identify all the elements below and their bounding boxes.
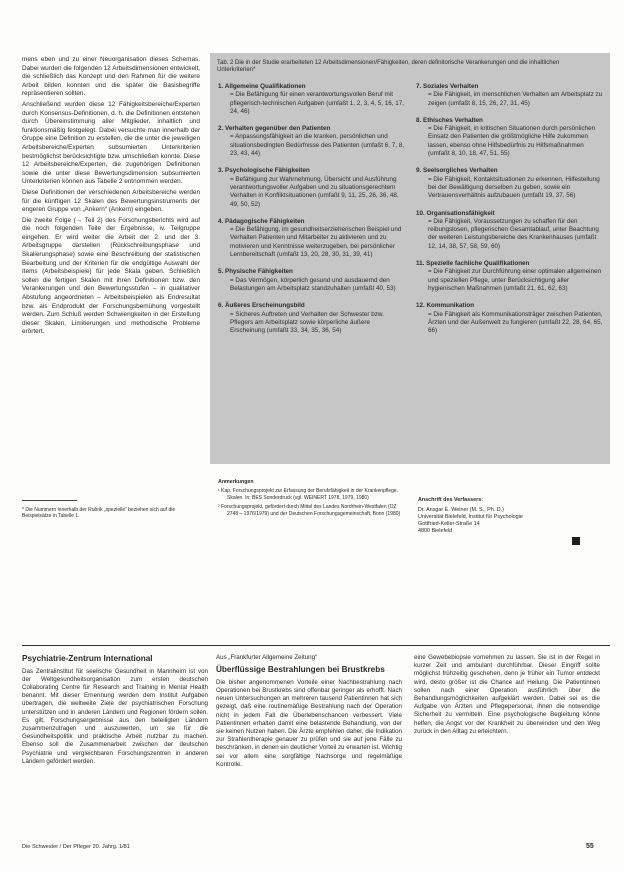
item-definition: = Die Befähigung, im gesundheitserzieherischen Beispiel und Verhalten Patienten und Mitarbeiter zu aktivieren und zu motivieren und Kenntnisse weiterzugeben, bei persönlicher Lernbereitschaft (umfaßt 13, 20, 28, 30, 31, 39, 41) <box>230 226 402 259</box>
table-item <box>218 218 406 259</box>
item-definition: = Die Fähigkeit, Kontaktsituationen zu erkennen, Hilfestellung bei der Bewältigung derselben zu geben, sowie ein Vertrauensverhältnis aufzubauen (umfaßt 19, 37, 56) <box>428 175 600 200</box>
item-definition: = Anpassungsfähigkeit an die kranken, persönlichen und situationsbedingten Bedürfnisse des Patienten (umfaßt 6, 7, 8, 23, 43, 44) <box>230 133 404 158</box>
news-heading: Überflüssige Bestrahlungen bei Brustkrebs <box>216 665 385 675</box>
table-item <box>218 268 406 293</box>
table-right-column <box>416 83 604 344</box>
table-item <box>416 302 604 335</box>
page-number: 55 <box>586 843 594 850</box>
item-title: 12. Kommunikation <box>416 302 475 310</box>
note-item: ² Forschungsprojekt, gefördert durch Mittel des Landes Nordrhein-Westfalen (OZ 2748 – 1976/1979) und der Deutschen Forschungsgemeinschaft, Bonn (1980) <box>218 504 401 517</box>
table-item <box>416 167 604 200</box>
paragraph: Anschließend wurden diese 12 Fähigkeitsbereiche/Experten durch Konsensus-Definitionen, d. h. die Definitionen entstehen durch Übereinstimmung aller Mitglieder, inhaltlich und funktionsmäßig festgelegt. Dabei versuchte man innerhalb der Gruppe eine Definition zu erstellen, die die unter die jeweiligen Arbeitsbereiche/Experten subsumierten Unterkriterien bestmöglichst berücksichtigte bzw. umschließen konnte. Diese 12 Arbeitsbereiche/Experten, die zugehörigen Definitionen sowie die unter diese Bewertungsdimension subsumierten Unterkriterien können aus Tabelle 2 entnommen werden. <box>22 100 200 186</box>
paragraph: mens eben und zu einer Neuorganisation dieses Schemas. Dabei wurden die folgenden 12 Arbeitsdimensionen entwickelt, die schließlich das Konzept und den Rahmen für die weitere Arbeit bilden konnten und die später die Basisbegriffe repräsentieren sollten. <box>22 56 200 98</box>
news-text: Die bisher angenommenen Vorteile einer Nachbestrahlung nach Operationen bei Brustkrebs sind offenbar geringer als erhofft. Nach neuen Untersuchungen an mehreren tausend Patientinnen hat sich gezeigt, daß eine routinemäßige Bestrahlung nach der Operation nicht in jedem Fall die Überlebenschancen verbessert. Viele Patientinnen erhalten damit eine belastende Behandlung, von der sie keinen Nutzen haben. Die Ärzte empfehlen daher, die Indikation zur Strahlentherapie genauer zu prüfen und sie auf jene Fälle zu beschränken, in denen ein deutlicher Vorteil zu erwarten ist. Wichtig sei vor allem eine sorgfältige Nachsorge und regelmäßige Kontrolle. <box>216 678 402 768</box>
item-definition: = Befähigung zur Wahrnehmung, Übersicht und Ausführung verantwortungsvoller Aufgaben und zu situationsgerechtem Verhalten in Konfliktsituationen (umfaßt 9, 11, 25, 26, 36, 48, 49, 50, 52) <box>230 175 399 208</box>
footnote: * Die Nummern innerhalb der Rubrik „spezielle“ beziehen sich auf die Beispielsätze in Tabelle 1. <box>22 507 176 520</box>
item-title: 4. Pädagogische Fähigkeiten <box>218 217 305 225</box>
author-heading: Anschrift des Verfassers: <box>418 497 484 503</box>
item-title: 7. Soziales Verhalten <box>416 83 479 90</box>
table-item <box>218 125 406 158</box>
news-heading: Psychiatrie-Zentrum International <box>22 654 153 663</box>
note-item: ¹ Kap. Forschungsprojekt zur Erfassung der Berufsfähigkeit in der Krankenpflege. Skalen. In: BES Sonderdruck (vgl. WEINERT 1978, 1979, 1980) <box>218 488 399 501</box>
table-left-column <box>218 83 406 344</box>
item-title: 5. Physische Fähigkeiten <box>218 268 293 276</box>
item-title: 2. Verhalten gegenüber den Patienten <box>218 125 331 133</box>
table-item <box>218 167 406 208</box>
news-text: Das Zentralinstitut für seelische Gesundheit in Mannheim ist von der Weltgesundheitsorganisation zum ersten deutschen Collaborating Centre für Research and Training in Mental Health benannt. Mit dieser Ernennung werden dem Institut Aufgaben übertragen, die weltweite Ziele der psychiatrischen Forschung unterstützen und in anderen Ländern und Regionen fördern sollen. Es gilt, Forschungsergebnisse aus den beteiligten Ländern zusammenzutragen und auszuwerten, um sie für die Gesundheitspolitik und praktische Arbeit nutzbar zu machen. Ebenso soll die Zusammenarbeit zwischen der deutschen Psychiatrie und vergleichbaren Forschungszentren in anderen Ländern gefördert werden. <box>22 667 208 765</box>
news-column-3 <box>414 654 600 736</box>
author-line: Gottfried-Keller-Straße 14 <box>418 521 480 527</box>
item-title: 8. Ethisches Verhalten <box>416 116 483 124</box>
item-definition: = Die Befähigung für einen verantwortungsvollen Beruf mit pflegerisch-technischen Aufgaben (umfaßt 1, 2, 3, 4, 5, 16, 17, 24, 46) <box>230 91 404 115</box>
news-column-1 <box>22 654 208 766</box>
paragraph: Diese Definitionen der verschiedenen Arbeitsbereiche werden für die künftigen 12 Skalen des Bewertungsinstruments der engeren Gruppe von „Ankern“ (Ankern) eingeben. <box>22 188 200 214</box>
item-definition: = Die Fähigkeit zur Durchführung einer optimalen allgemeinen und speziellen Pflege, unter Berücksichtigung aller hygienischen Maßnahmen (umfaßt 21, 61, 62, 63) <box>428 268 602 292</box>
notes-heading: Anmerkungen <box>218 479 254 485</box>
item-title: 6. Äußeres Erscheinungsbild <box>218 302 305 310</box>
references-notes <box>218 479 406 520</box>
item-title: 1. Allgemeine Qualifikationen <box>218 83 306 90</box>
table-item <box>416 210 604 251</box>
news-source: Aus „Frankfurter Allgemeine Zeitung“ <box>216 654 318 661</box>
author-line: Universität Bielefeld, Institut für Psychologie <box>418 514 523 520</box>
author-line: 4800 Bielefeld <box>418 528 453 534</box>
item-definition: = Die Fähigkeit, Voraussetzungen zu schaffen für den reibungslosen, pflegerischen Gesamtablauf, unter Beachtung der weiteren Leistungsbereiche des Krankenhauses (umfaßt 12, 14, 38, 57, 58, 59, 60) <box>428 217 599 250</box>
item-definition: = Die Fähigkeit als Kommunikationsträger zwischen Patienten, Ärzten und der Außenwelt zu fungieren (umfaßt 22, 28, 64, 65, 66) <box>428 310 603 335</box>
item-definition: = Die Fähigkeit, im menschlichen Verhalten am Arbeitsplatz zu zeigen (umfaßt 8, 15, 26, 27, 31, 45) <box>428 91 603 107</box>
item-definition: = Das Vermögen, körperlich gesund und ausdauernd den Belastungen am Arbeitsplatz standzuhalten (umfaßt 40, 53) <box>230 276 396 292</box>
news-text: eine Gewebebiopsie vornehmen zu lassen. Sie ist in der Regel in kurzer Zeit und ambulant durchführbar. Dieser Eingriff sollte möglichst frühzeitig geschehen, denn je früher ein Tumor entdeckt wird, desto größer ist die Chance auf Heilung. Die Patientinnen sollen nach einer Operation ausführlich über die Behandlungsmöglichkeiten aufgeklärt werden. Dabei sei es die Aufgabe von Ärzten und Pflegepersonal, ihnen die notwendige Sicherheit zu vermitteln. Eine psychologische Begleitung könne helfen, die Angst vor der Krankheit zu überwinden und den Weg zurück in den Alltag zu erleichtern. <box>414 654 600 735</box>
author-line: Dr. Ansgar E. Weiner (M. S., Ph. D.) <box>418 507 504 513</box>
table-item <box>416 260 604 293</box>
news-column-2 <box>216 654 402 769</box>
table-item <box>218 302 406 335</box>
item-definition: = Sicheres Auftreten und Verhalten der Schwester bzw. Pflegers am Arbeitsplatz sowie körperliche äußere Erscheinung (umfaßt 33, 34, 35, 36, 54) <box>230 310 384 335</box>
item-title: 11. Spezielle fachliche Qualifikationen <box>416 260 530 268</box>
item-title: 10. Organisationsfähigkeit <box>416 209 495 217</box>
journal-footer: Die Schwester / Der Pfleger 20. Jahrg. 1/81 <box>22 844 130 850</box>
item-title: 3. Psychologische Fähigkeiten <box>218 167 310 175</box>
table-2 <box>210 53 610 464</box>
author-address <box>418 497 578 535</box>
table-item <box>218 83 406 116</box>
item-definition: = Die Fähigkeit, in kritischen Situationen durch persönlichen Einsatz den Patienten die größtmögliche Hilfe zukommen lassen, ebenso ohne Hilfsbedürfnis zu Hilfsmaßnahmen (umfaßt 8, 10, 18, 47, 51, 55) <box>428 125 596 158</box>
section-divider <box>22 645 610 646</box>
paragraph: Die zweite Folge (→ Teil 2) des Forschungsberichts wird auf die noch folgenden Teile der Ergebnisse, iv. Teilgruppe eingehen. Er wird weiter die Arbeit der 2. und der 3. Arbeitsgruppe darstellen (Rückschreibungsphase und Skalierungsphase) sowie eine Beschreibung der statistischen Bearbeitung und der Kriterien für die endgültige Auswahl der Items (Arbeitsbeispiele) für jede Skala geben. Schließlich sollen die fertigen Skalen mit ihren Definitionen bzw. den Verankerungen und den Bewertungsstufen – in qualitativer Abstufung angeordneten – Arbeitsbeispielen als Endresultat bzw. als Endprodukt der Forschungsbemühung vorgestellt werden. Zum Schluß werden Schwierigkeiten in der Erstellung dieser Skalen, Limitierungen und methodische Probleme erörtert. <box>22 216 200 336</box>
footnote-divider <box>22 500 77 501</box>
table-item <box>416 83 604 108</box>
table-caption: Tab. 2 Die in der Studie erarbeiteten 12 Arbeitsdimensionen/Fähigkeiten, deren definitorische Verankerungen und die inhaltlichen Unterkriterien* <box>217 60 560 74</box>
table-item <box>416 117 604 158</box>
end-of-article-mark <box>572 537 580 545</box>
article-text-column <box>22 56 200 339</box>
item-title: 9. Seelsorgliches Verhalten <box>416 167 498 175</box>
